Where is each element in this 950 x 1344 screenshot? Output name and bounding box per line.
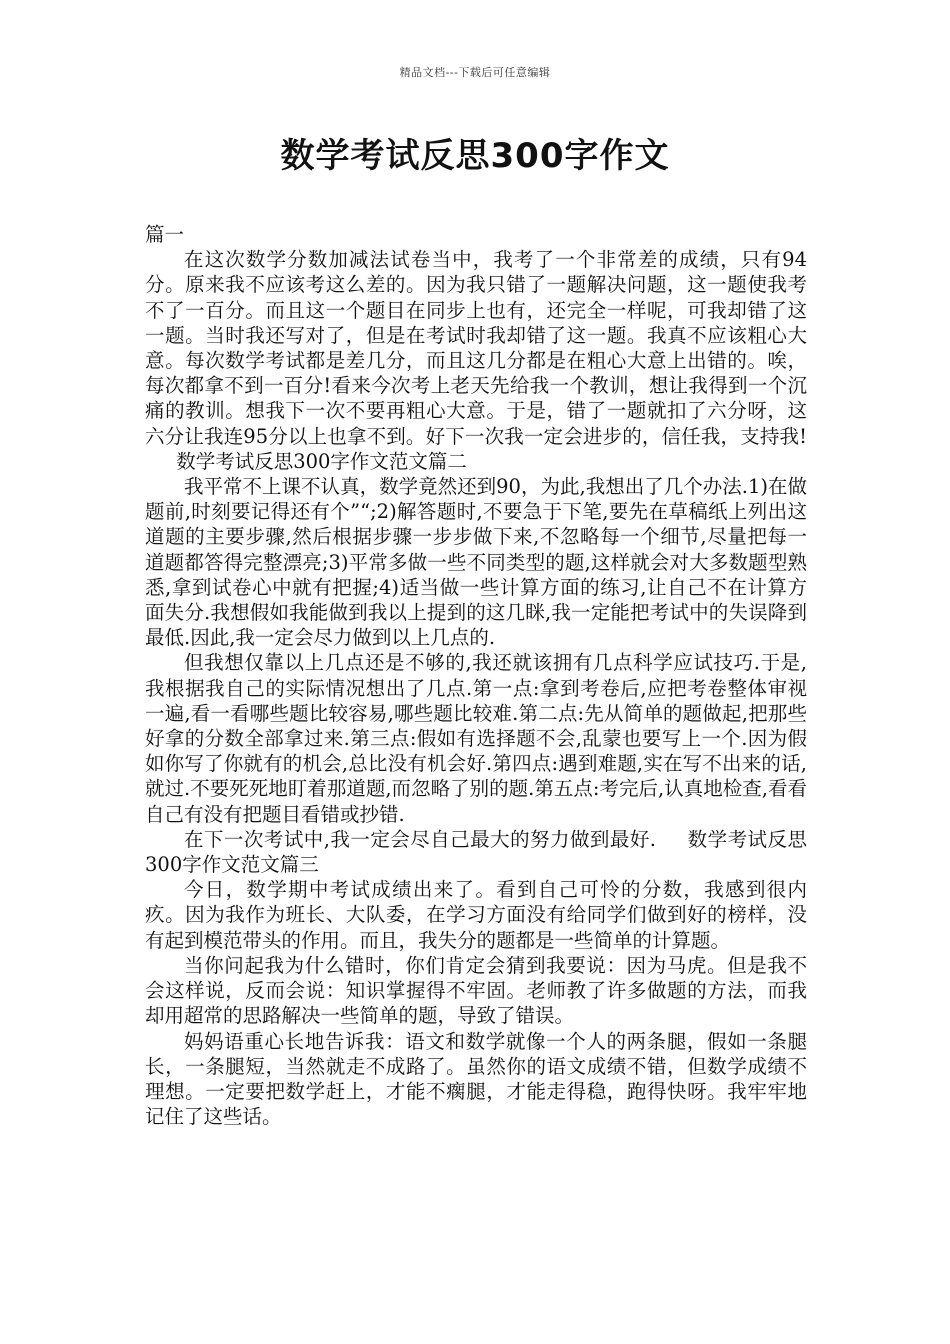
paragraph-text: 在下一次考试中,我一定会尽自己最大的努力做到最好. xyxy=(184,827,657,851)
paragraph xyxy=(145,953,807,1029)
paragraph-text: 妈妈语重心长地告诉我：语文和数学就像一个人的两条腿，假如一条腿长，一条腿短，当然就走不成路了。虽然你的语文成绩不错，但数学成绩不理想。一定要把数学赶上，才能不瘸腿，才能走得稳，跑得快呀。我牢牢地记住了这些话。 xyxy=(145,1029,807,1129)
paragraph xyxy=(145,650,807,826)
paragraph xyxy=(145,247,807,474)
paragraph xyxy=(145,474,807,650)
header-note: 精品文档---下载后可任意编辑 xyxy=(399,66,551,79)
section-heading: 数学考试反思300字作文范文篇三 xyxy=(145,827,807,877)
document-body xyxy=(145,222,807,1129)
section-heading: 数学考试反思300字作文范文篇二 xyxy=(176,449,467,473)
paragraph-text: 我平常不上课不认真，数学竟然还到90，为此,我想出了几个办法.1)在做题前,时刻要记得还有个”“;2)解答题时,不要急于下笔,要先在草稿纸上列出这道题的主要步骤,然后根据步骤一步步做下来,不忽略每一个细节,尽量把每一道题都答得完整漂亮;3)平常多做一些不同类型的题,这样就会对大多数题型熟悉,拿到试卷心中就有把握;4)适当做一些计算方面的练习,让自己不在计算方面失分.我想假如我能做到我以上提到的这几眯,我一定能把考试中的失误降到最低.因此,我一定会尽力做到以上几点的. xyxy=(145,475,807,650)
paragraph-text: 当你问起我为什么错时，你们肯定会猜到我要说：因为马虎。但是我不会这样说，反而会说：知识掌握得不牢固。老师教了许多做题的方法，而我却用超常的思路解决一些简单的题，导致了错误。 xyxy=(145,953,807,1028)
paragraph-text: 但我想仅靠以上几点还是不够的,我还就该拥有几点科学应试技巧.于是,我根据我自己的实际情况想出了几点.第一点:拿到考卷后,应把考卷整体审视一遍,看一看哪些题比较容易,哪些题比较难.第二点:先从简单的题做起,把那些好拿的分数全部拿过来.第三点:假如有选择题不会,乱蒙也要写上一个.因为假如你写了你就有的机会,总比没有机会好.第四点:遇到难题,实在写不出来的话,就过.不要死死地盯着那道题,而忽略了别的题.第五点:考完后,认真地检查,看看自己有没有把题目看错或抄错. xyxy=(145,651,807,826)
section-label: 篇一 xyxy=(145,223,185,246)
paragraph xyxy=(145,827,807,877)
paragraph xyxy=(145,1029,807,1130)
paragraph xyxy=(145,877,807,953)
paragraph-text: 今日，数学期中考试成绩出来了。看到自己可怜的分数，我感到很内疚。因为我作为班长、大队委，在学习方面没有给同学们做到好的榜样，没有起到模范带头的作用。而且，我失分的题都是一些简单的计算题。 xyxy=(145,878,807,952)
paragraph-text: 在这次数学分数加减法试卷当中，我考了一个非常差的成绩，只有94分。原来我不应该考这么差的。因为我只错了一题解决问题，这一题使我考不了一百分。而且这一个题目在同步上也有，还完全一样呢，可我却错了这一题。当时我还写对了，但是在考试时我却错了这一题。我真不应该粗心大意。每次数学考试都是差几分，而且这几分都是在粗心大意上出错的。唉，每次都拿不到一百分!看来今次考上老天先给我一个教训，想让我得到一个沉痛的教训。想我下一次不要再粗心大意。于是，错了一题就扣了六分呀，这六分让我连95分以上也拿不到。好下一次我一定会进步的，信任我，支持我! xyxy=(145,248,807,448)
document-title: 数学考试反思300字作文 xyxy=(280,136,670,176)
